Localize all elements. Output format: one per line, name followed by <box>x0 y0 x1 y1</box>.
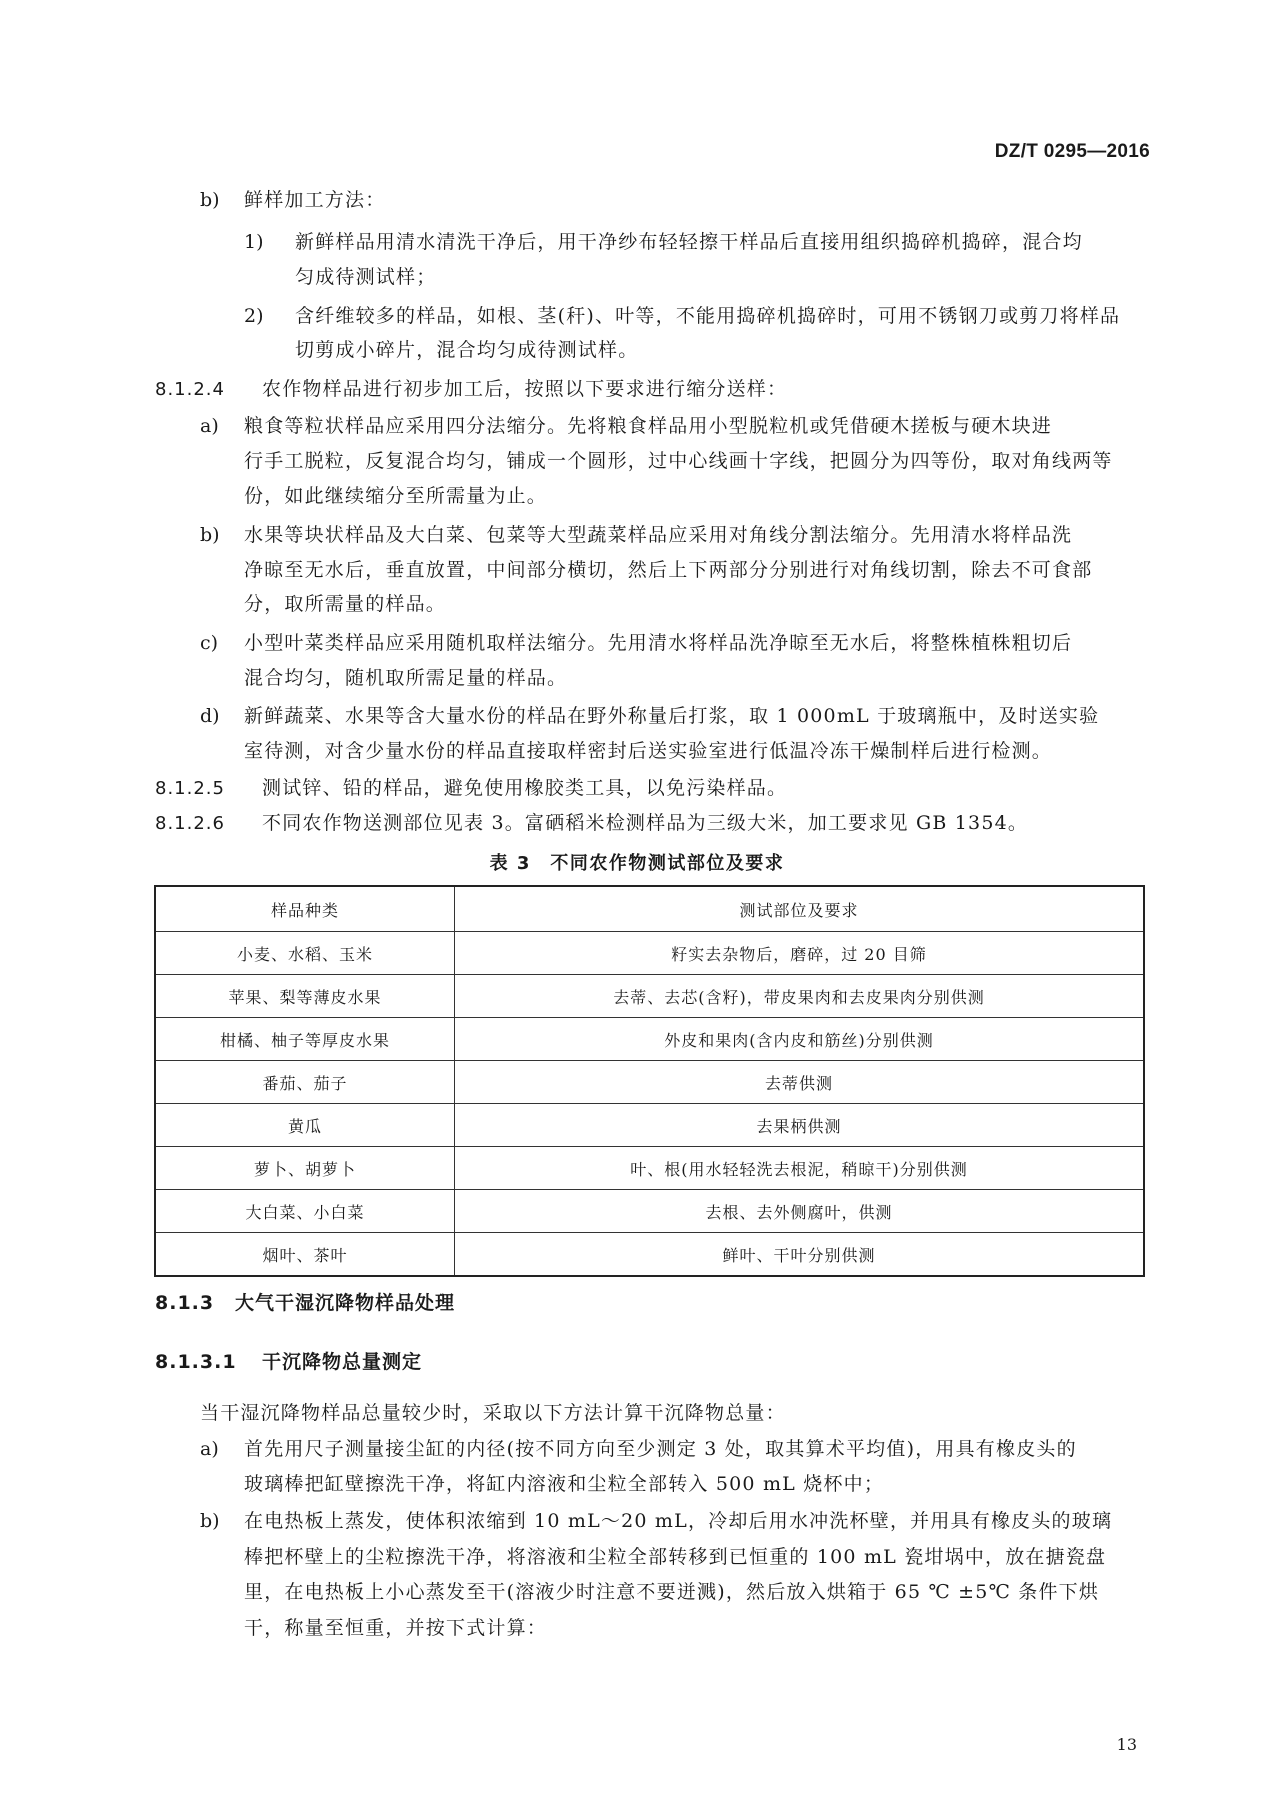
table-header-row <box>155 886 1144 932</box>
list-item-label: d) <box>200 705 220 727</box>
table-cell: 去果柄供测 <box>455 1104 1145 1147</box>
list-item-text: 小型叶菜类样品应采用随机取样法缩分。先用清水将样品洗净晾至无水后，将整株植株粗切后 <box>244 632 1073 654</box>
list-item-text: 里，在电热板上小心蒸发至干(溶液少时注意不要迸溅)，然后放入烘箱于 65 ℃ ±5℃ 条件下烘 <box>244 1581 1100 1603</box>
subitem-text: 新鲜样品用清水清洗干净后，用干净纱布轻轻擦干样品后直接用组织捣碎机捣碎，混合均 <box>295 231 1083 253</box>
clause-text: 不同农作物送测部位见表 3。富硒稻米检测样品为三级大米，加工要求见 GB 1354。 <box>262 812 1029 834</box>
table-cell: 苹果、梨等薄皮水果 <box>155 975 455 1018</box>
table-cell: 烟叶、茶叶 <box>155 1233 455 1277</box>
list-item-label: b) <box>200 1510 220 1532</box>
list-item-text: 粮食等粒状样品应采用四分法缩分。先将粮食样品用小型脱粒机或凭借硬木搓板与硬木块进 <box>244 415 1053 437</box>
clause-number: 8.1.2.4 <box>155 379 225 400</box>
list-item-text: 玻璃棒把缸壁擦洗干净，将缸内溶液和尘粒全部转入 500 mL 烧杯中； <box>244 1473 885 1495</box>
subitem-text: 含纤维较多的样品，如根、茎(秆)、叶等，不能用捣碎机捣碎时，可用不锈钢刀或剪刀将样品 <box>295 305 1121 327</box>
table-row <box>155 1018 1144 1061</box>
section-title: 大气干湿沉降物样品处理 <box>235 1292 456 1314</box>
list-item-label: b) <box>200 524 220 546</box>
column-header: 样品种类 <box>155 886 455 932</box>
table-cell: 萝卜、胡萝卜 <box>155 1147 455 1190</box>
table-row <box>155 932 1144 975</box>
table-row <box>155 975 1144 1018</box>
list-item-text: 混合均匀，随机取所需足量的样品。 <box>244 667 568 689</box>
doc-code: DZ/T 0295—2016 <box>994 141 1150 162</box>
table-cell: 叶、根(用水轻轻洗去根泥，稍晾干)分别供测 <box>455 1147 1145 1190</box>
table-title: 表 3 不同农作物测试部位及要求 <box>489 853 785 874</box>
paragraph: 当干湿沉降物样品总量较少时，采取以下方法计算干沉降物总量： <box>200 1402 786 1424</box>
section-number: 8.1.3.1 <box>155 1351 237 1373</box>
column-header: 测试部位及要求 <box>455 886 1145 932</box>
list-item-text: 首先用尺子测量接尘缸的内径(按不同方向至少测定 3 处，取其算术平均值)，用具有橡皮头的 <box>244 1438 1077 1460</box>
list-item-text: 行手工脱粒，反复混合均匀，铺成一个圆形，过中心线画十字线，把圆分为四等份，取对角线两等 <box>244 450 1113 472</box>
table-cell: 籽实去杂物后，磨碎，过 20 目筛 <box>455 932 1145 975</box>
subitem-text: 切剪成小碎片，混合均匀成待测试样。 <box>295 339 639 361</box>
subitem-number: 2) <box>244 305 264 327</box>
list-item-label: c) <box>200 632 219 654</box>
list-item-text: 棒把杯壁上的尘粒擦洗干净，将溶液和尘粒全部转移到已恒重的 100 mL 瓷坩埚中，放在搪瓷盘 <box>244 1546 1107 1568</box>
clause-number: 8.1.2.6 <box>155 813 225 834</box>
table-cell: 去蒂供测 <box>455 1061 1145 1104</box>
table-cell: 去蒂、去芯(含籽)，带皮果肉和去皮果肉分别供测 <box>455 975 1145 1018</box>
table-cell: 鲜叶、干叶分别供测 <box>455 1233 1145 1277</box>
list-item-label: a) <box>200 415 219 437</box>
list-item-text: 在电热板上蒸发，使体积浓缩到 10 mL～20 mL，冷却后用水冲洗杯壁，并用具有橡皮头的玻璃 <box>244 1510 1113 1532</box>
list-item-text: 干，称量至恒重，并按下式计算： <box>244 1617 548 1639</box>
list-item-text: 新鲜蔬菜、水果等含大量水份的样品在野外称量后打浆，取 1 000mL 于玻璃瓶中，及时送实验 <box>244 705 1100 727</box>
page-number: 13 <box>1116 1735 1137 1754</box>
item-title: 鲜样加工方法： <box>244 189 386 211</box>
list-item-text: 净晾至无水后，垂直放置，中间部分横切，然后上下两部分分别进行对角线切割，除去不可食部 <box>244 559 1093 581</box>
section-number: 8.1.3 <box>155 1292 215 1314</box>
table-row <box>155 1233 1144 1277</box>
item-label: b) <box>200 189 220 211</box>
table-row <box>155 1190 1144 1233</box>
clause-text: 测试锌、铅的样品，避免使用橡胶类工具，以免污染样品。 <box>262 777 788 799</box>
table-row <box>155 1104 1144 1147</box>
table-cell: 外皮和果肉(含内皮和筋丝)分别供测 <box>455 1018 1145 1061</box>
table-row <box>155 1147 1144 1190</box>
table-cell: 去根、去外侧腐叶，供测 <box>455 1190 1145 1233</box>
list-item-text: 份，如此继续缩分至所需量为止。 <box>244 485 548 507</box>
requirements-table <box>154 885 1145 1277</box>
subitem-number: 1) <box>244 231 264 253</box>
section-title: 干沉降物总量测定 <box>262 1351 423 1373</box>
table-cell: 小麦、水稻、玉米 <box>155 932 455 975</box>
table-cell: 柑橘、柚子等厚皮水果 <box>155 1018 455 1061</box>
table-cell: 大白菜、小白菜 <box>155 1190 455 1233</box>
table-row <box>155 1061 1144 1104</box>
table-cell: 番茄、茄子 <box>155 1061 455 1104</box>
subitem-text: 匀成待测试样； <box>295 266 437 288</box>
clause-text: 农作物样品进行初步加工后，按照以下要求进行缩分送样： <box>262 378 788 400</box>
list-item-label: a) <box>200 1438 219 1460</box>
table-cell: 黄瓜 <box>155 1104 455 1147</box>
list-item-text: 水果等块状样品及大白菜、包菜等大型蔬菜样品应采用对角线分割法缩分。先用清水将样品洗 <box>244 524 1073 546</box>
list-item-text: 分，取所需量的样品。 <box>244 593 447 615</box>
list-item-text: 室待测，对含少量水份的样品直接取样密封后送实验室进行低温冷冻干燥制样后进行检测。 <box>244 740 1053 762</box>
clause-number: 8.1.2.5 <box>155 778 225 799</box>
